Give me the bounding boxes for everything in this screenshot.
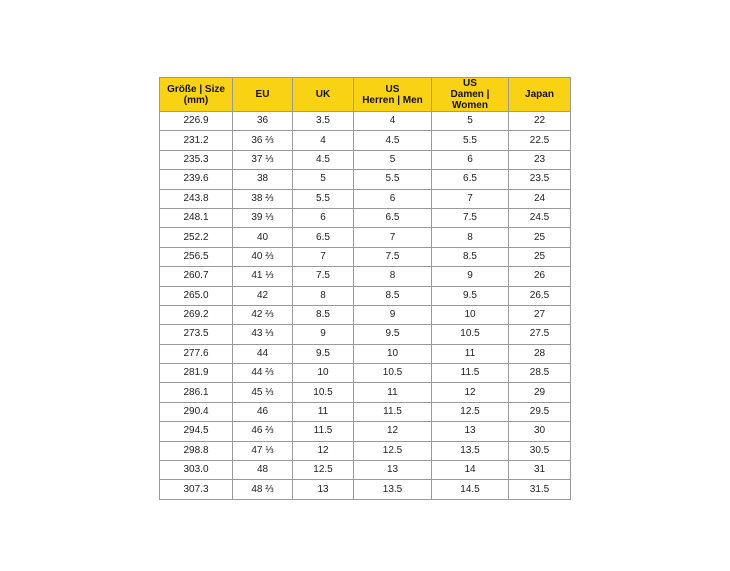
- cell-us-men: 5: [354, 150, 432, 169]
- cell-us-men: 8: [354, 267, 432, 286]
- cell-size-mm: 269.2: [160, 305, 233, 324]
- cell-size-mm: 281.9: [160, 364, 233, 383]
- cell-japan: 27.5: [509, 325, 571, 344]
- cell-size-mm: 294.5: [160, 422, 233, 441]
- cell-uk: 9: [293, 325, 354, 344]
- cell-us-women: 11: [432, 344, 509, 363]
- cell-us-women: 9: [432, 267, 509, 286]
- header-row: [160, 78, 571, 112]
- cell-uk: 7: [293, 247, 354, 266]
- cell-japan: 23.5: [509, 170, 571, 189]
- cell-us-men: 13.5: [354, 480, 432, 499]
- table-row: [160, 189, 571, 208]
- header-us-men: US Herren | Men: [354, 78, 432, 112]
- cell-us-women: 14: [432, 461, 509, 480]
- table-row: [160, 461, 571, 480]
- cell-eu: 48: [233, 461, 293, 480]
- cell-us-women: 8: [432, 228, 509, 247]
- cell-us-men: 10.5: [354, 364, 432, 383]
- cell-japan: 25: [509, 228, 571, 247]
- cell-size-mm: 260.7: [160, 267, 233, 286]
- cell-us-men: 9: [354, 305, 432, 324]
- cell-eu: 46: [233, 402, 293, 421]
- table-row: [160, 480, 571, 499]
- cell-eu: 37 ⅓: [233, 150, 293, 169]
- cell-uk: 12: [293, 441, 354, 460]
- cell-us-men: 6: [354, 189, 432, 208]
- cell-uk: 12.5: [293, 461, 354, 480]
- cell-uk: 4.5: [293, 150, 354, 169]
- table-row: [160, 112, 571, 131]
- cell-us-men: 13: [354, 461, 432, 480]
- cell-us-men: 10: [354, 344, 432, 363]
- cell-eu: 48 ⅔: [233, 480, 293, 499]
- cell-us-women: 12: [432, 383, 509, 402]
- cell-us-men: 12.5: [354, 441, 432, 460]
- cell-eu: 47 ⅓: [233, 441, 293, 460]
- cell-size-mm: 243.8: [160, 189, 233, 208]
- cell-us-women: 10.5: [432, 325, 509, 344]
- table-row: [160, 267, 571, 286]
- table-body: [160, 112, 571, 500]
- cell-size-mm: 307.3: [160, 480, 233, 499]
- header-uk: UK: [293, 78, 354, 112]
- cell-size-mm: 256.5: [160, 247, 233, 266]
- cell-japan: 30: [509, 422, 571, 441]
- cell-uk: 10: [293, 364, 354, 383]
- cell-size-mm: 273.5: [160, 325, 233, 344]
- cell-eu: 42 ⅔: [233, 305, 293, 324]
- cell-uk: 3.5: [293, 112, 354, 131]
- cell-eu: 44: [233, 344, 293, 363]
- cell-japan: 28: [509, 344, 571, 363]
- cell-size-mm: 231.2: [160, 131, 233, 150]
- cell-eu: 38 ⅔: [233, 189, 293, 208]
- cell-us-men: 6.5: [354, 208, 432, 227]
- table-row: [160, 131, 571, 150]
- cell-us-women: 5: [432, 112, 509, 131]
- cell-uk: 10.5: [293, 383, 354, 402]
- cell-us-women: 6: [432, 150, 509, 169]
- cell-us-women: 13: [432, 422, 509, 441]
- cell-japan: 24.5: [509, 208, 571, 227]
- cell-eu: 45 ⅓: [233, 383, 293, 402]
- cell-us-men: 4: [354, 112, 432, 131]
- cell-eu: 36 ⅔: [233, 131, 293, 150]
- cell-us-men: 12: [354, 422, 432, 441]
- cell-japan: 22.5: [509, 131, 571, 150]
- cell-uk: 5: [293, 170, 354, 189]
- cell-japan: 25: [509, 247, 571, 266]
- cell-eu: 40: [233, 228, 293, 247]
- cell-uk: 9.5: [293, 344, 354, 363]
- cell-size-mm: 303.0: [160, 461, 233, 480]
- cell-us-women: 6.5: [432, 170, 509, 189]
- cell-us-women: 9.5: [432, 286, 509, 305]
- cell-eu: 43 ⅓: [233, 325, 293, 344]
- cell-size-mm: 252.2: [160, 228, 233, 247]
- cell-japan: 30.5: [509, 441, 571, 460]
- table-row: [160, 325, 571, 344]
- cell-us-women: 12.5: [432, 402, 509, 421]
- table-row: [160, 344, 571, 363]
- header-us-women: US Damen | Women: [432, 78, 509, 112]
- cell-japan: 31.5: [509, 480, 571, 499]
- cell-uk: 8: [293, 286, 354, 305]
- table-row: [160, 383, 571, 402]
- cell-eu: 46 ⅔: [233, 422, 293, 441]
- cell-us-men: 11.5: [354, 402, 432, 421]
- cell-us-men: 11: [354, 383, 432, 402]
- table-row: [160, 247, 571, 266]
- cell-japan: 31: [509, 461, 571, 480]
- cell-us-women: 5.5: [432, 131, 509, 150]
- table-row: [160, 441, 571, 460]
- table-row: [160, 228, 571, 247]
- cell-uk: 7.5: [293, 267, 354, 286]
- cell-size-mm: 226.9: [160, 112, 233, 131]
- cell-uk: 11.5: [293, 422, 354, 441]
- cell-japan: 23: [509, 150, 571, 169]
- cell-eu: 42: [233, 286, 293, 305]
- cell-eu: 41 ⅓: [233, 267, 293, 286]
- cell-japan: 24: [509, 189, 571, 208]
- table-row: [160, 422, 571, 441]
- cell-eu: 40 ⅔: [233, 247, 293, 266]
- cell-size-mm: 248.1: [160, 208, 233, 227]
- table-row: [160, 402, 571, 421]
- cell-us-women: 13.5: [432, 441, 509, 460]
- cell-us-women: 14.5: [432, 480, 509, 499]
- cell-us-men: 7.5: [354, 247, 432, 266]
- cell-size-mm: 298.8: [160, 441, 233, 460]
- cell-eu: 38: [233, 170, 293, 189]
- cell-us-women: 11.5: [432, 364, 509, 383]
- cell-japan: 27: [509, 305, 571, 324]
- cell-eu: 36: [233, 112, 293, 131]
- cell-size-mm: 235.3: [160, 150, 233, 169]
- table-row: [160, 170, 571, 189]
- cell-eu: 39 ⅓: [233, 208, 293, 227]
- cell-japan: 26: [509, 267, 571, 286]
- cell-uk: 13: [293, 480, 354, 499]
- header-size-mm: Größe | Size (mm): [160, 78, 233, 112]
- cell-japan: 28.5: [509, 364, 571, 383]
- cell-size-mm: 239.6: [160, 170, 233, 189]
- size-chart-table: [159, 77, 571, 500]
- cell-japan: 26.5: [509, 286, 571, 305]
- cell-us-women: 7.5: [432, 208, 509, 227]
- cell-uk: 8.5: [293, 305, 354, 324]
- cell-size-mm: 290.4: [160, 402, 233, 421]
- header-japan: Japan: [509, 78, 571, 112]
- header-eu: EU: [233, 78, 293, 112]
- cell-size-mm: 265.0: [160, 286, 233, 305]
- cell-us-men: 9.5: [354, 325, 432, 344]
- table-row: [160, 286, 571, 305]
- table-row: [160, 208, 571, 227]
- cell-us-men: 5.5: [354, 170, 432, 189]
- cell-us-women: 7: [432, 189, 509, 208]
- cell-uk: 11: [293, 402, 354, 421]
- cell-uk: 5.5: [293, 189, 354, 208]
- cell-japan: 22: [509, 112, 571, 131]
- cell-uk: 6: [293, 208, 354, 227]
- cell-us-men: 7: [354, 228, 432, 247]
- cell-japan: 29: [509, 383, 571, 402]
- cell-japan: 29.5: [509, 402, 571, 421]
- cell-us-women: 8.5: [432, 247, 509, 266]
- cell-us-women: 10: [432, 305, 509, 324]
- table-row: [160, 305, 571, 324]
- cell-us-men: 8.5: [354, 286, 432, 305]
- table-row: [160, 364, 571, 383]
- cell-eu: 44 ⅔: [233, 364, 293, 383]
- cell-size-mm: 286.1: [160, 383, 233, 402]
- cell-us-men: 4.5: [354, 131, 432, 150]
- cell-uk: 4: [293, 131, 354, 150]
- cell-size-mm: 277.6: [160, 344, 233, 363]
- cell-uk: 6.5: [293, 228, 354, 247]
- table-row: [160, 150, 571, 169]
